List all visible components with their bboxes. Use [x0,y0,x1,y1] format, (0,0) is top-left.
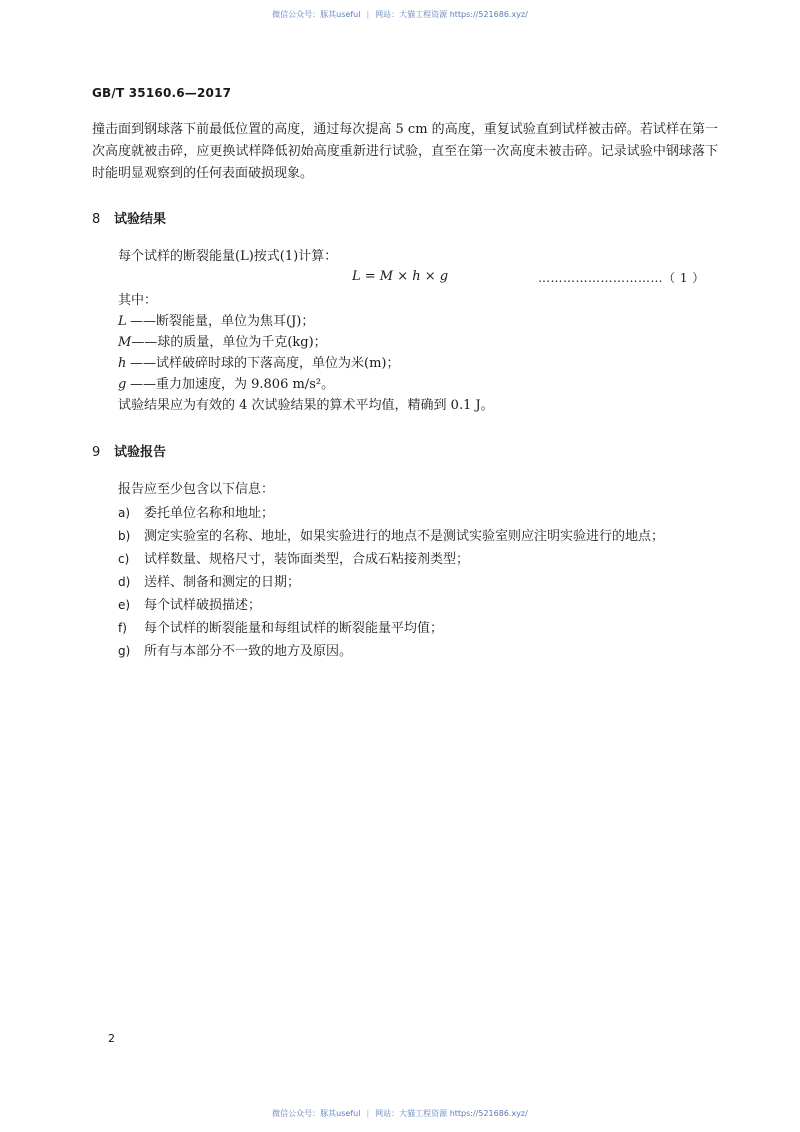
list-item [118,525,664,544]
watermark-top [0,9,800,20]
watermark-right-text: 网站：大猫工程资源 https://521686.xyz/ [375,10,528,19]
list-marker: f) [118,621,127,635]
list-text: 委托单位名称和地址； [144,506,275,521]
variable-symbol: h [118,356,127,371]
variable-description: ——试样破碎时球的下落高度，单位为米(m)； [130,356,400,371]
watermark-left-text: 微信公众号：豚其useful [272,10,361,19]
list-marker: c) [118,552,130,566]
section-8-title: 试验结果 [114,212,167,227]
list-text: 每个试样破损描述； [144,598,262,613]
section-8-conclusion: 试验结果应为有效的 4 次试验结果的算术平均值，精确到 0.1 J。 [118,398,494,413]
watermark-left-text: 微信公众号：豚其useful [272,1109,361,1118]
list-marker: d) [118,575,131,589]
variable-description: ——断裂能量，单位为焦耳(J)； [130,314,315,329]
list-item [118,548,469,567]
where-label: 其中： [118,293,158,308]
watermark-bottom [0,1108,800,1119]
variable-description: ——重力加速度，为 9.806 m/s²。 [130,377,335,392]
section-8-intro: 每个试样的断裂能量(L)按式(1)计算： [118,249,338,264]
list-marker: a) [118,506,131,520]
variable-definition [118,376,334,394]
variable-definition [118,334,327,352]
section-9-heading [92,441,166,460]
list-text: 每个试样的断裂能量和每组试样的断裂能量平均值； [144,621,444,636]
list-item [118,594,261,613]
section-9-title: 试验报告 [114,445,167,460]
section-8-number: 8 [92,212,101,227]
watermark-right-text: 网站：大猫工程资源 https://521686.xyz/ [375,1109,528,1118]
section-9-number: 9 [92,445,101,460]
intro-paragraph: 撞击面到钢球落下前最低位置的高度，通过每次提高 5 cm 的高度，重复试验直到试样被击碎。若试样在第一次高度就被击碎，应更换试样降低初始高度重新进行试验，直至在第一次高度未被击碎。记录试验中钢球落下时能明显观察到的任何表面破损现象。 [92,122,718,181]
equation-number: …………………………（ 1 ） [538,271,705,285]
watermark-separator: | [366,10,370,19]
list-item [118,571,300,590]
list-item [118,502,274,521]
watermark-separator: | [366,1109,370,1118]
list-text: 试样数量、规格尺寸，装饰面类型，合成石粘接剂类型； [144,552,470,567]
list-text: 测定实验室的名称、地址，如果实验进行的地点不是测试实验室则应注明实验进行的地点； [144,529,665,544]
variable-definition [118,355,399,373]
list-marker: b) [118,529,131,543]
section-8-heading [92,208,166,227]
variable-symbol: M [118,335,132,350]
list-marker: e) [118,598,131,612]
variable-definition [118,313,314,331]
list-text: 送样、制备和测定的日期； [144,575,301,590]
formula: L = M × h × g [352,269,449,284]
variable-symbol: L [118,314,127,329]
list-text: 所有与本部分不一致的地方及原因。 [144,644,353,659]
list-item [118,617,443,636]
standard-code: GB/T 35160.6—2017 [92,86,232,100]
list-item [118,640,352,659]
section-9-intro: 报告应至少包含以下信息： [118,482,275,497]
list-marker: g) [118,644,131,658]
variable-description: ——球的质量，单位为千克(kg)； [131,335,327,350]
page-number: 2 [108,1032,115,1045]
variable-symbol: g [118,377,127,392]
